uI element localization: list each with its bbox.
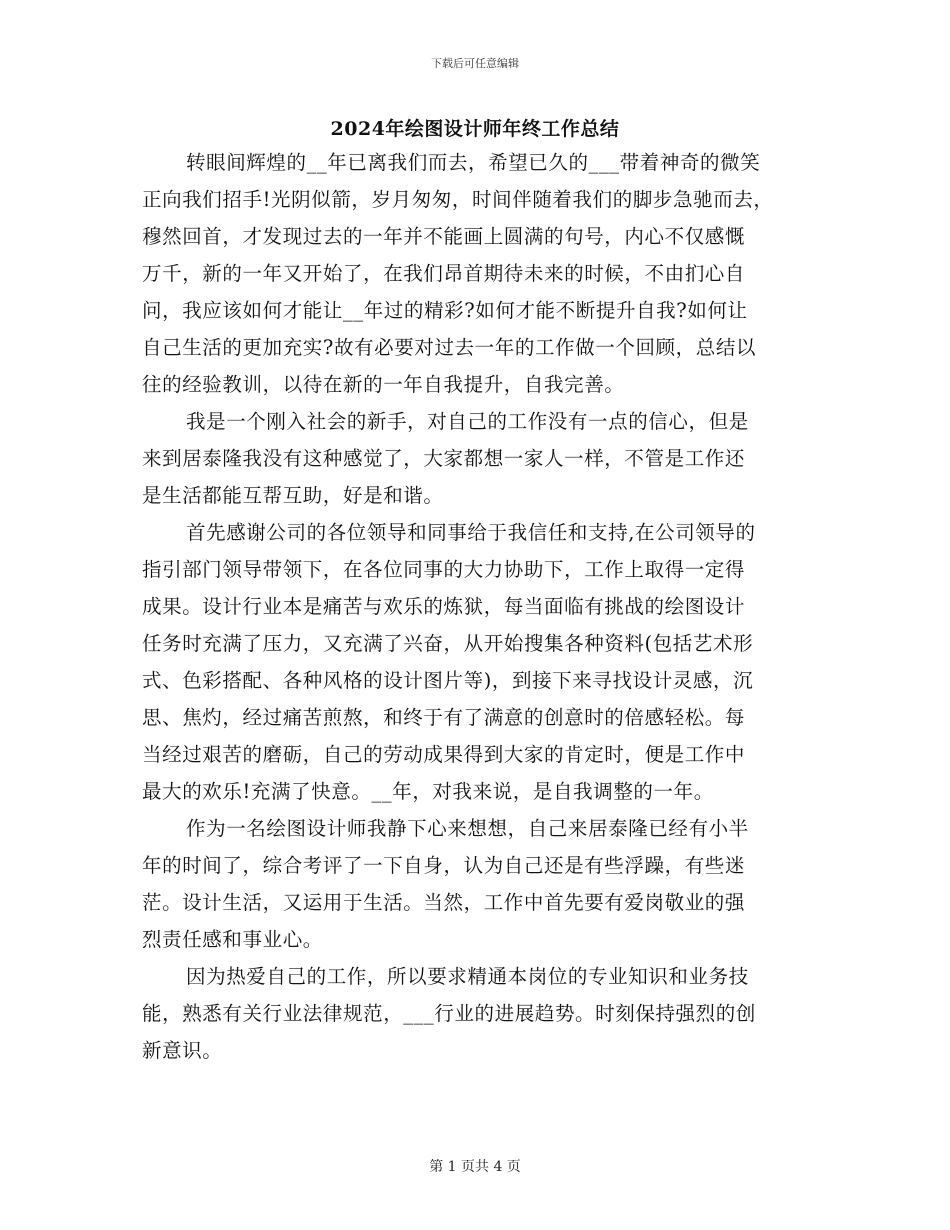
paragraph-line: 因为热爱自己的工作，所以要求精通本岗位的专业知识和业务技: [186, 965, 749, 988]
paragraph-line: 年的时间了，综合考评了一下自身，认为自己还是有些浮躁，有些迷: [142, 854, 746, 877]
paragraph-line: 正向我们招手!光阴似箭，岁月匆匆，时间伴随着我们的脚步急驰而去，: [142, 188, 774, 211]
paragraph-line: 首先感谢公司的各位领导和同事给于我信任和支持,在公司领导的: [186, 521, 756, 544]
paragraph-line: 问，我应该如何才能让__年过的精彩?如何才能不断提升自我?如何让: [142, 299, 748, 322]
document-title: 2024年绘图设计师年终工作总结: [330, 118, 620, 140]
paragraph-line: 万千，新的一年又开始了，在我们昂首期待未来的时候，不由扪心自: [142, 262, 746, 285]
header-note: 下载后可任意编辑: [431, 57, 519, 70]
paragraph-line: 往的经验教训，以待在新的一年自我提升，自我完善。: [142, 373, 625, 396]
paragraph-line: 式、色彩搭配、各种风格的设计图片等)，到接下来寻找设计灵感，沉: [142, 669, 754, 692]
paragraph-line: 作为一名绘图设计师我静下心来想想，自己来居泰隆已经有小半: [186, 817, 749, 840]
paragraph-line: 指引部门领导带领下，在各位同事的大力协助下，工作上取得一定得: [142, 558, 746, 581]
paragraph-line: 思、焦灼，经过痛苦煎熬，和终于有了满意的创意时的倍感轻松。每: [142, 706, 746, 729]
paragraph-line: 新意识。: [142, 1039, 223, 1062]
page-footer: 第 1 页共 4 页: [429, 1159, 521, 1175]
paragraph-line: 烈责任感和事业心。: [142, 928, 323, 951]
paragraph-line: 穆然回首，才发现过去的一年并不能画上圆满的句号，内心不仅感慨: [142, 225, 746, 248]
paragraph-line: 自己生活的更加充实?故有必要对过去一年的工作做一个回顾，总结以: [142, 336, 757, 359]
paragraph-line: 成果。设计行业本是痛苦与欢乐的炼狱，每当面临有挑战的绘图设计: [142, 595, 746, 618]
paragraph-line: 任务时充满了压力，又充满了兴奋，从开始搜集各种资料(包括艺术形: [142, 632, 754, 655]
paragraph-line: 是生活都能互帮互助，好是和谐。: [142, 484, 444, 507]
paragraph-line: 转眼间辉煌的__年已离我们而去，希望已久的___带着神奇的微笑: [186, 151, 761, 174]
paragraph-line: 我是一个刚入社会的新手，对自己的工作没有一点的信心，但是: [186, 410, 749, 433]
paragraph-line: 来到居泰隆我没有这种感觉了，大家都想一家人一样，不管是工作还: [142, 447, 746, 470]
paragraph-line: 当经过艰苦的磨砺，自己的劳动成果得到大家的肯定时，便是工作中: [142, 743, 746, 766]
paragraph-line: 最大的欢乐!充满了快意。__年，对我来说，是自我调整的一年。: [142, 780, 714, 803]
paragraph-line: 能，熟悉有关行业法律规范，___行业的进展趋势。时刻保持强烈的创: [142, 1002, 756, 1025]
paragraph-line: 茫。设计生活，又运用于生活。当然，工作中首先要有爱岗敬业的强: [142, 891, 746, 914]
document-body: [142, 144, 822, 1069]
